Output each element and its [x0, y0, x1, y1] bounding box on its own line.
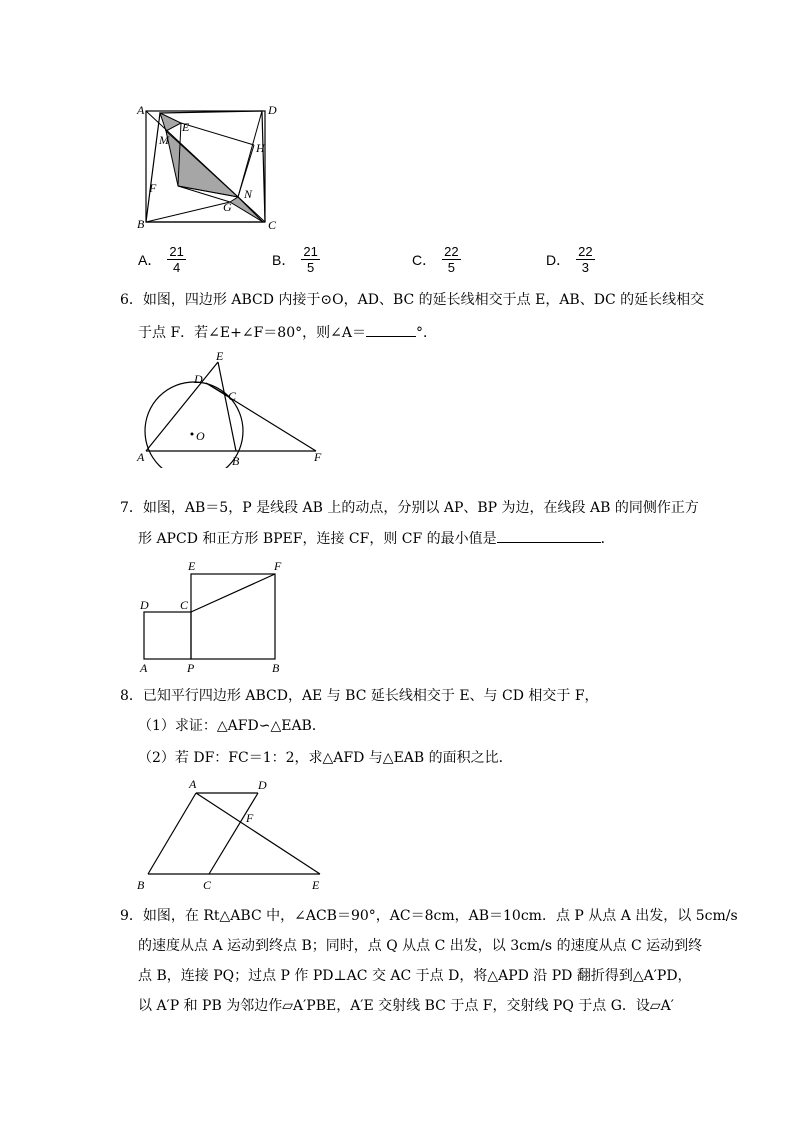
- label-F: F: [246, 811, 254, 825]
- q8-subquestion-1: （1）求证：△AFD∽△EAB．: [138, 718, 326, 734]
- option-a[interactable]: [138, 244, 186, 275]
- figure-q8: [130, 775, 330, 895]
- option-b[interactable]: [272, 244, 320, 275]
- label-D: D: [268, 103, 277, 117]
- label-H: H: [256, 141, 265, 155]
- label-E: E: [188, 559, 196, 573]
- q8-subquestion-2: （2）若 DF：FC＝1：2，求△AFD 与△EAB 的面积之比．: [138, 750, 513, 766]
- label-G: G: [223, 200, 232, 214]
- label-E: E: [216, 349, 224, 363]
- option-fraction: $\frac{21}{4}$: [169, 244, 184, 275]
- label-D: D: [258, 778, 267, 792]
- label-D: D: [194, 372, 203, 386]
- label-C: C: [203, 878, 212, 892]
- label-B: B: [137, 878, 145, 892]
- option-letter: C．: [412, 251, 437, 268]
- label-C: C: [228, 389, 237, 403]
- label-A: A: [137, 103, 145, 117]
- option-letter: A．: [138, 251, 162, 268]
- label-C: C: [180, 598, 189, 612]
- option-c[interactable]: [412, 244, 461, 275]
- label-A: A: [189, 777, 197, 791]
- label-F: F: [274, 559, 282, 573]
- label-M: M: [159, 133, 169, 147]
- option-fraction: $\frac{22}{5}$: [444, 244, 459, 275]
- option-letter: D．: [546, 251, 571, 268]
- label-F: F: [149, 181, 157, 195]
- figure-q5: [130, 100, 290, 235]
- q7-text-line1: 7．如图，AB＝5，P 是线段 AB 上的动点，分别以 AP、BP 为边，在线段 AB 的同侧作正方: [120, 500, 699, 516]
- q7-text-line2: 形 APCD 和正方形 BPEF，连接 CF，则 CF 的最小值是 ．: [138, 528, 615, 549]
- q9-text-line2: 的速度从点 A 运动到终点 B；同时，点 Q 从点 C 出发，以 3cm/s 的速度从点 C 运动到终: [138, 938, 703, 954]
- label-A: A: [137, 450, 145, 464]
- label-P: P: [187, 661, 195, 675]
- label-A: A: [140, 661, 148, 675]
- q9-text-line3: 点 B，连接 PQ；过点 P 作 PD⊥AC 交 AC 于点 D，将△APD 沿 PD 翻折得到△A′PD，: [138, 968, 692, 984]
- label-D: D: [140, 598, 149, 612]
- label-O: O: [196, 429, 205, 443]
- label-C: C: [268, 218, 277, 232]
- option-letter: B．: [272, 251, 296, 268]
- q9-text-line4: 以 A′P 和 PB 为邻边作▱A′PBE，A′E 交射线 BC 于点 F，交射线 PQ 于点 G．设▱A′: [138, 998, 674, 1014]
- figure-q6: [130, 348, 330, 468]
- label-E: E: [182, 120, 190, 134]
- label-B: B: [272, 661, 280, 675]
- q8-text-line1: 8．已知平行四边形 ABCD，AE 与 BC 延长线相交于 E、与 CD 相交于 F，: [120, 688, 599, 704]
- label-N: N: [244, 187, 253, 201]
- label-E: E: [312, 878, 320, 892]
- label-B: B: [137, 217, 145, 231]
- figure-q7: [130, 556, 290, 676]
- answer-blank-q6[interactable]: [366, 322, 416, 337]
- q6-text-line2: 于点 F．若∠E+∠F＝80°，则∠A＝ °．: [138, 322, 437, 343]
- option-d[interactable]: [546, 244, 595, 275]
- q6-text-line1: 6．如图，四边形 ABCD 内接于⊙O，AD、BC 的延长线相交于点 E，AB、DC 的延长线相交: [120, 292, 705, 308]
- option-fraction: $\frac{21}{5}$: [303, 244, 318, 275]
- label-B: B: [232, 454, 240, 468]
- q9-text-line1: 9．如图，在 Rt△ABC 中，∠ACB＝90°，AC＝8cm，AB＝10cm．点 P 从点 A 出发，以 5cm/s: [120, 908, 738, 924]
- label-F: F: [314, 450, 322, 464]
- answer-blank-q7[interactable]: [497, 528, 601, 543]
- option-fraction: $\frac{22}{3}$: [578, 244, 593, 275]
